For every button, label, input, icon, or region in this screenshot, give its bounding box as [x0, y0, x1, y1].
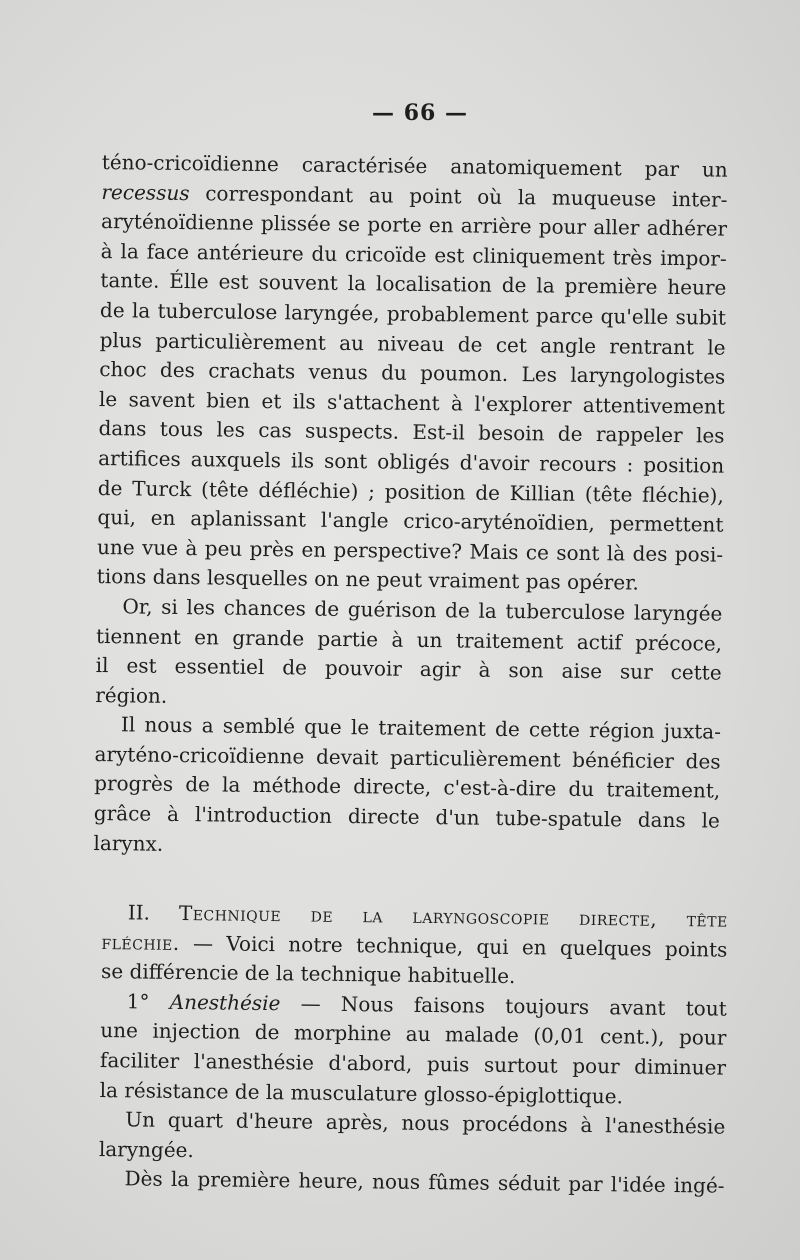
- text-run: II.: [127, 900, 180, 925]
- text-line: [98, 1164, 724, 1201]
- text-run: choc des crachats venus du poumon. Les laryngologistes: [99, 357, 726, 389]
- text-run: de la tuberculose laryngée, probablement parce qu'elle subit: [99, 297, 727, 330]
- text-run: laryngée.: [98, 1136, 194, 1162]
- paragraph-block-technique: [98, 898, 728, 1202]
- text-run: qui, en aplanissant l'angle crico-aryténoïdien, permettent: [97, 505, 724, 537]
- text-run: — Nous faisons toujours avant tout: [280, 990, 727, 1021]
- text-run: région.: [95, 682, 168, 708]
- text-run: tiennent en grande partie à un traitement actif précoce,: [95, 623, 723, 656]
- text-run: Dès la première heure, nous fûmes séduit par l'idée ingé-: [124, 1166, 725, 1198]
- small-caps-text: fléchie.: [101, 929, 180, 955]
- italic-text: Anesthésie: [169, 989, 281, 1015]
- text-run: Un quart d'heure après, nous procédons à l'anesthésie: [125, 1107, 726, 1139]
- text-run: 1°: [126, 989, 170, 1014]
- text-run: il est essentiel de pouvoir agir à son aise sur cette: [95, 653, 722, 685]
- text-run: tante. Élle est souvent la localisation de la première heure: [100, 268, 727, 301]
- text-run: — Voici notre technique, qui en quelques points: [179, 930, 728, 962]
- text-run: téno-cricoïdienne caractérisée anatomiquement par un: [101, 149, 728, 182]
- italic-text: recessus: [101, 179, 190, 205]
- small-caps-text: Technique de la laryngoscopie directe, tête: [178, 900, 728, 932]
- text-run: dans tous les cas suspects. Est-il besoin de rappeler les: [98, 416, 725, 448]
- text-run: aryténoïdienne plissée se porte en arrière pour aller adhérer: [100, 209, 728, 241]
- text-run: aryténo-cricoïdienne devait particulièrement bénéficier des: [94, 741, 721, 774]
- text-run: une injection de morphine au malade (0,01 cent.), pour: [100, 1018, 727, 1051]
- text-run: une vue à peu près en perspective? Mais ce sont là des posi-: [96, 534, 724, 567]
- text-run: tions dans lesquelles on ne peut vraiment pas opérer.: [96, 564, 640, 595]
- text-run: faciliter l'anesthésie d'abord, puis surtout pour diminuer: [99, 1047, 727, 1080]
- text-run: plus particulièrement au niveau de cet angle rentrant le: [99, 327, 726, 360]
- text-run: Or, si les chances de guérison de la tuberculose laryngée: [122, 594, 723, 626]
- text-run: larynx.: [93, 830, 164, 856]
- text-run: grâce à l'introduction directe d'un tube-spatule dans le: [93, 801, 720, 833]
- text-run: à la face antérieure du cricoïde est cliniquement très impor-: [100, 238, 727, 271]
- text-run: correspondant au point où la muqueuse inter-: [189, 180, 728, 212]
- page-number: — 66 —: [372, 100, 468, 126]
- text-run: la résistance de la musculature glosso-épiglottique.: [99, 1077, 624, 1108]
- text-run: de Turck (tête défléchie) ; position de Killian (tête fléchie),: [97, 475, 724, 508]
- paragraph-block-recessus: [93, 148, 728, 866]
- text-run: Il nous a semblé que le traitement de cette région juxta-: [120, 712, 722, 744]
- text-run: le savent bien et ils s'attachent à l'explorer attentivement: [98, 386, 726, 419]
- text-run: se différencie de la technique habituelle.: [100, 959, 516, 989]
- text-run: progrès de la méthode directe, c'est-à-dire du traitement,: [94, 771, 721, 804]
- text-run: artifices auxquels ils sont obligés d'avoir recours : position: [98, 445, 725, 478]
